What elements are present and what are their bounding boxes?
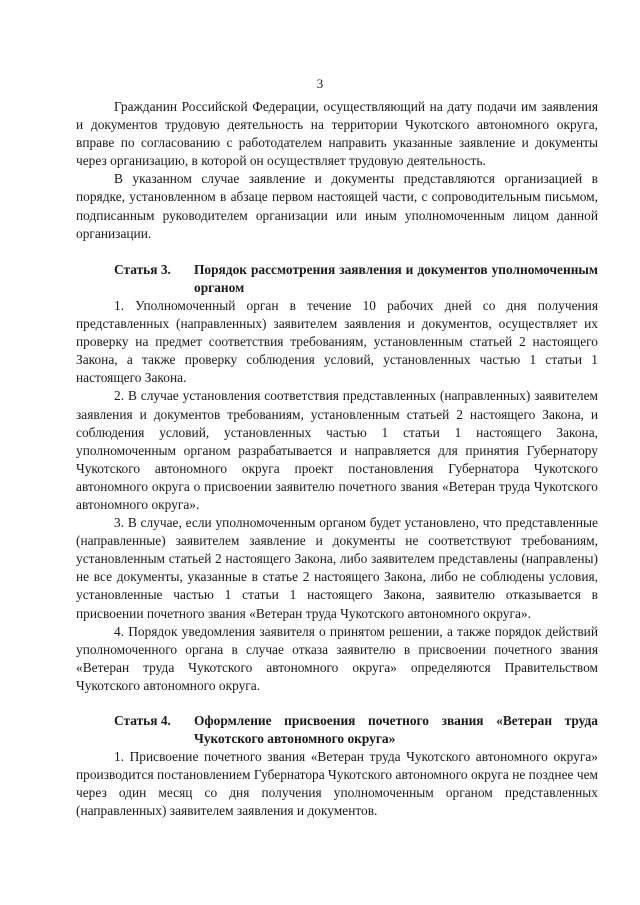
- article-3-paragraph: 2. В случае установления соответствия представленных (направленных) заявителем заявления и документов требованиям, установленным статьей 2 настоящего Закона, и соблюдения условий, установленных частью 1 статьи 1 настоящего Закона, уполномоченным органом разрабатывается и направляется для принятия Губернатору Чукотского автономного округа проект постановления Губернатора Чукотского автономного округа о присвоении заявителю почетного звания «Ветеран труда Чукотского автономного округа».: [76, 388, 598, 512]
- article-4-heading: [76, 712, 598, 748]
- article-3-label: Статья 3.: [114, 261, 171, 277]
- article-4-title: Оформление присвоения почетного звания «Ветеран труда Чукотского автономного округа»: [194, 713, 598, 747]
- article-4-paragraph: 1. Присвоение почетного звания «Ветеран труда Чукотского автономного округа» производится постановлением Губернатора Чукотского автономного округа не позднее чем через один месяц со дня получения уполномоченным органом представленных (направленных) заявителем заявления и документов.: [76, 749, 598, 819]
- article-4-label: Статья 4.: [114, 713, 171, 728]
- article-3-heading: [76, 261, 598, 297]
- intro-paragraph: В указанном случае заявление и документы представляются организацией в порядке, установленном в абзаце первом настоящей части, с сопроводительным письмом, подписанным руководителем организации или иным уполномоченным лицом данной организации.: [76, 171, 598, 241]
- page-number: 3: [316, 76, 324, 91]
- article-3-title: Порядок рассмотрения заявления и документов уполномоченным органом: [194, 261, 598, 295]
- article-3-paragraph: 4. Порядок уведомления заявителя о принятом решении, а также порядок действий уполномоченного органа в случае отказа заявителю в присвоении почетного звания «Ветеран труда Чукотского автономного округа» определяются Правительством Чукотского автономного округа.: [76, 623, 598, 693]
- article-3-paragraph: 1. Уполномоченный орган в течение 10 рабочих дней со дня получения представленных (направленных) заявителем заявления и документов, осуществляет их проверку на предмет соответствия требованиям, установленным статьей 2 настоящего Закона, а также проверку соблюдения условий, установленных частью 1 статьи 1 настоящего Закона.: [76, 297, 598, 386]
- document-body: [76, 98, 598, 821]
- article-3-paragraph: 3. В случае, если уполномоченным органом будет установлено, что представленные (направленные) заявителем заявление и документы не соответствуют требованиям, установленным статьей 2 настоящего Закона, либо заявителем представлены (направлены) не все документы, указанные в статье 2 настоящего Закона, либо не соблюдены условия, установленные частью 1 статьи 1 настоящего Закона, заявителю отказывается в присвоении почетного звания «Ветеран труда Чукотского автономного округа».: [76, 515, 598, 621]
- intro-paragraph: Гражданин Российской Федерации, осуществляющий на дату подачи им заявления и документов трудовую деятельность на территории Чукотского автономного округа, вправе по согласованию с работодателем направить указанные заявление и документы через организацию, в которой он осуществляет трудовую деятельность.: [76, 99, 598, 169]
